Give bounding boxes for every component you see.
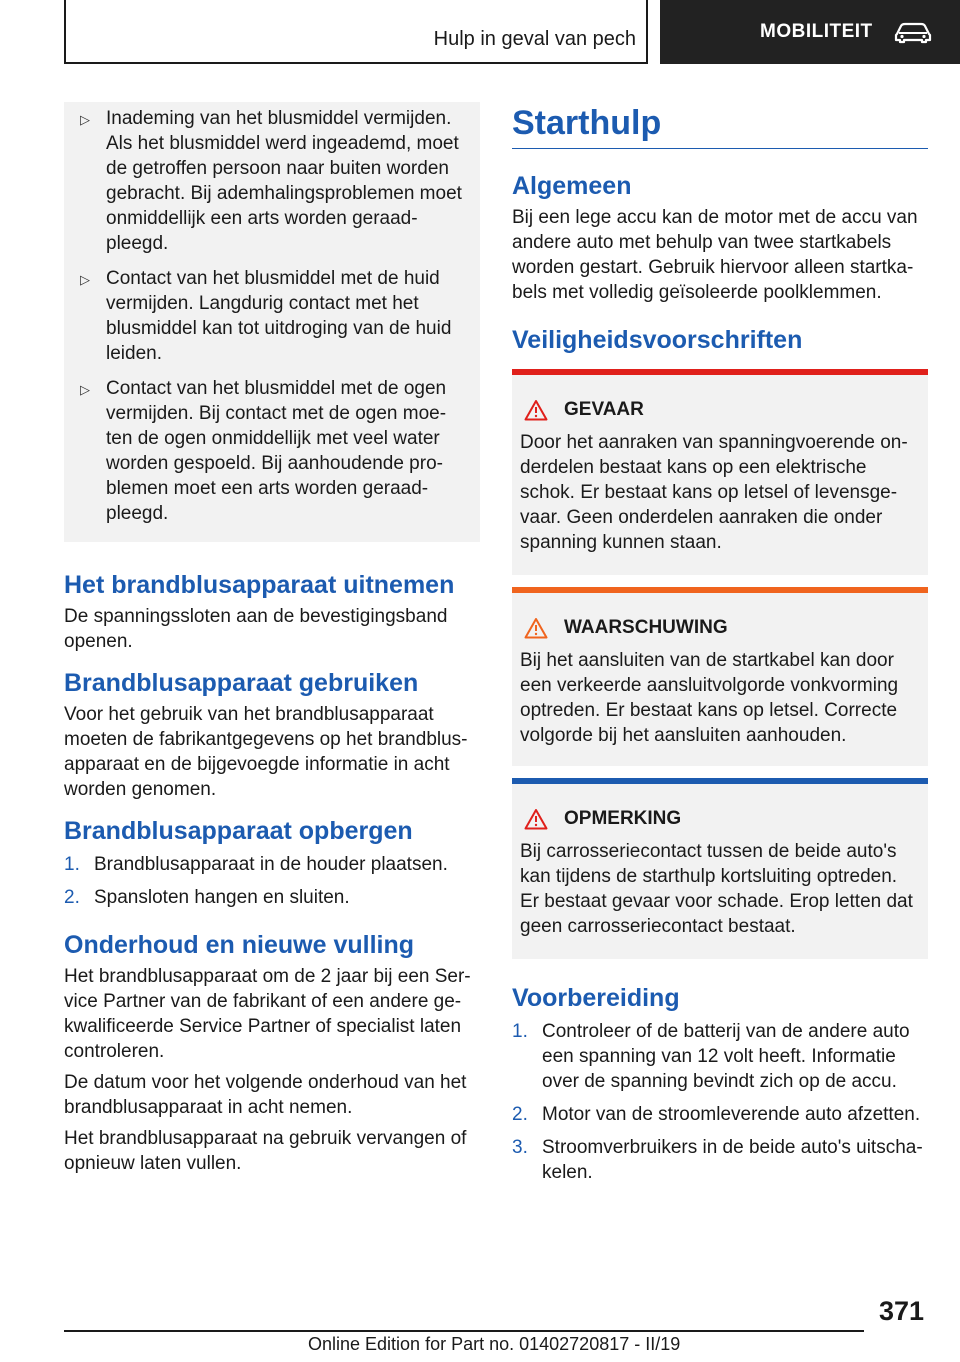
section-heading: Brandblusapparaat gebruiken <box>64 669 419 697</box>
warning-title <box>520 806 920 831</box>
section-text: Bij een lege accu kan de motor met de accu van andere auto met behulp van twee startkabels worden gestart. Gebruik hiervoor alleen startka-bels met volledig geïsoleerde poolklemmen. <box>512 207 918 303</box>
car-icon <box>893 20 933 44</box>
section-heading: Veiligheidsvoorschriften <box>512 326 803 354</box>
section-heading: Brandblusapparaat opbergen <box>64 817 413 845</box>
right-column <box>512 102 928 1185</box>
list-item <box>512 1019 928 1094</box>
step-text: Brandblusapparaat in de houder plaatsen. <box>94 854 448 875</box>
warning-triangle-icon <box>524 617 548 639</box>
page-number: 371 <box>878 1296 924 1326</box>
safety-notes-box <box>64 102 480 542</box>
step-number: 2. <box>512 1104 528 1125</box>
footer-rule <box>64 1330 864 1332</box>
danger-box <box>512 369 928 575</box>
section-text: Het brandblusapparaat na gebruik vervangen of opnieuw laten vullen. <box>64 1128 467 1174</box>
warning-title <box>520 615 920 640</box>
triangle-bullet-icon: ▷ <box>80 272 90 287</box>
warning-title <box>520 397 920 422</box>
header-bottom-rule <box>64 62 648 64</box>
step-number: 2. <box>64 887 80 908</box>
section-heading: Onderhoud en nieuwe vulling <box>64 931 415 959</box>
header-chapter-title: MOBILITEIT <box>760 21 873 42</box>
warning-triangle-icon <box>524 808 548 830</box>
warning-label: GEVAAR <box>564 399 644 420</box>
step-text: Motor van de stroomleverende auto afzetten. <box>542 1104 921 1125</box>
warning-text: Door het aanraken van spanningvoerende on-derdelen bestaat kans op een elektrische schok. Er bestaat kans op letsel of levensge-vaar. Geen onderdelen aanraken die onder spanning kunnen staan. <box>520 432 908 553</box>
step-text: Controleer of de batterij van de andere auto een spanning van 12 volt heeft. Informatie over de spanning bevindt zich op de accu. <box>542 1021 910 1092</box>
section-heading: Het brandblusapparaat uitnemen <box>64 571 455 599</box>
step-text: Spansloten hangen en sluiten. <box>94 887 350 908</box>
left-column <box>64 102 480 1176</box>
header-section-title: Hulp in geval van pech <box>433 28 636 50</box>
list-item <box>64 852 480 877</box>
step-text: Stroomverbruikers in de beide auto's uitscha-kelen. <box>542 1137 923 1183</box>
triangle-bullet-icon: ▷ <box>80 112 90 127</box>
section-text: Het brandblusapparaat om de 2 jaar bij een Ser-vice Partner van de fabrikant of een andere ge-kwalificeerde Service Partner of specialist laten controleren. <box>64 966 471 1062</box>
notice-box <box>512 778 928 959</box>
step-number: 1. <box>64 854 80 875</box>
list-item <box>512 1102 928 1127</box>
triangle-bullet-icon: ▷ <box>80 382 90 397</box>
section-heading: Algemeen <box>512 172 632 200</box>
section-text: De spanningssloten aan de bevestigingsband openen. <box>64 606 448 652</box>
section-text: Voor het gebruik van het brandblusapparaat moeten de fabrikantgegevens op het brandblus-apparaat en de bijgevoegde informatie in acht worden genomen. <box>64 704 468 800</box>
section-heading: Voorbereiding <box>512 984 680 1012</box>
header-chapter-tab <box>660 0 960 64</box>
list-item <box>64 885 480 910</box>
footer-edition: Online Edition for Part no. 01402720817 - II/19 <box>308 1334 681 1354</box>
caution-box <box>512 587 928 766</box>
warning-label: WAARSCHUWING <box>564 617 728 638</box>
step-number: 3. <box>512 1137 528 1158</box>
list-item-text: Inademing van het blusmiddel vermijden. Als het blusmiddel werd ingeademd, moet de getroffen persoon naar buiten worden gebracht. Bij ademhalingsproblemen moet onmiddellijk een arts worden geraad-pleegd. <box>106 108 462 254</box>
warning-label: OPMERKING <box>564 808 682 829</box>
warning-text: Bij carrosseriecontact tussen de beide auto's kan tijdens de starthulp kortsluiting optreden. Er bestaat gevaar voor schade. Erop letten dat geen carrosseriecontact bestaat. <box>520 841 913 937</box>
list-item <box>78 266 466 366</box>
list-item-text: Contact van het blusmiddel met de huid vermijden. Langdurig contact met het blusmiddel kan tot uitdroging van de huid leiden. <box>106 268 452 364</box>
section-text: De datum voor het volgende onderhoud van het brandblusapparaat in acht nemen. <box>64 1072 467 1118</box>
chapter-title: Starthulp <box>512 102 928 149</box>
list-item <box>78 106 466 256</box>
warning-text: Bij het aansluiten van de startkabel kan door een verkeerde aansluitvolgorde vonkvorming optreden. Er bestaat kans op letsel. Correcte volgorde bij het aansluiten aanhouden. <box>520 650 899 746</box>
list-item <box>78 376 466 526</box>
header-divider <box>646 0 648 64</box>
list-item-text: Contact van het blusmiddel met de ogen vermijden. Bij contact met de ogen moe-ten de ogen onmiddellijk met veel water worden gespoeld. Bij aanhoudende pro-blemen moet een arts worden geraad-pleegd. <box>106 378 447 524</box>
step-number: 1. <box>512 1021 528 1042</box>
warning-triangle-icon <box>524 399 548 421</box>
list-item <box>512 1135 928 1185</box>
